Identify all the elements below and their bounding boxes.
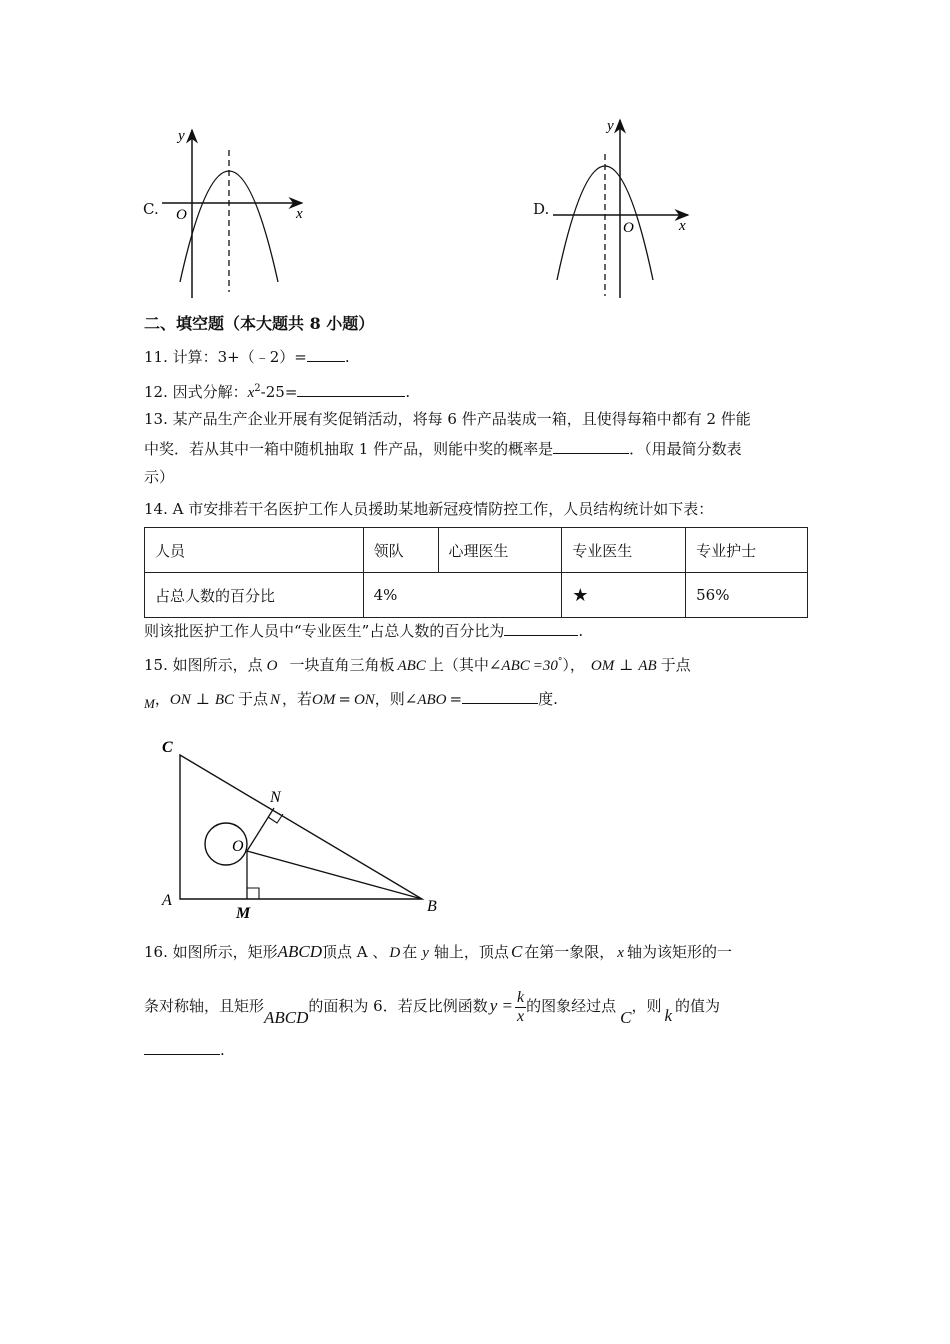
q15-text: 一块直角三角板 xyxy=(289,656,395,674)
q15-line1 xyxy=(144,652,691,676)
q12-end: . xyxy=(405,383,411,401)
q15-point-m: M xyxy=(144,696,155,711)
q16-c: C xyxy=(620,1008,632,1027)
q15-om: OM xyxy=(590,658,615,674)
q15-line2 xyxy=(144,689,558,710)
q16-line3 xyxy=(144,1040,225,1060)
q14-answer-blank[interactable] xyxy=(504,621,578,636)
fraction-numerator: k xyxy=(517,988,525,1006)
q15-point-n: N xyxy=(270,692,281,708)
q13-line1: 13. 某产品生产企业开展有奖促销活动，将每 6 件产品装成一箱，且使得每箱中都有 2 件能 xyxy=(144,410,751,428)
fraction-denominator: x xyxy=(517,1007,525,1025)
q16-text: 16. 如图所示，矩形 xyxy=(144,943,278,961)
q11-end: . xyxy=(344,348,350,366)
q13-line2a: 中奖．若从其中一箱中随机抽取 1 件产品，则能中奖的概率是 xyxy=(144,440,554,458)
q15-text: ，若 xyxy=(282,690,313,708)
q15-text: 15. 如图所示，点 xyxy=(144,656,263,674)
q15-eq: = xyxy=(338,690,351,708)
q16-text: 在 xyxy=(402,943,418,961)
q14-intro: 14. A 市安排若干名医护工作人员援助某地新冠疫情防控工作，人员结构统计如下表： xyxy=(144,500,714,518)
label-b: B xyxy=(427,898,437,915)
q16-abcd: ABCD xyxy=(277,942,323,961)
table-header-row xyxy=(145,528,808,573)
q14-after xyxy=(144,621,583,641)
label-o: O xyxy=(232,838,244,855)
q15-degree: ° xyxy=(557,657,563,667)
q12-sup: 2 xyxy=(254,383,261,394)
q15-text: ，则∠ xyxy=(374,690,418,708)
q16-d: D xyxy=(389,945,401,961)
q13-line2 xyxy=(144,439,742,459)
graph-d-parabola xyxy=(557,166,653,280)
graph-c xyxy=(150,120,320,305)
question-12 xyxy=(144,379,410,403)
table-cell: 领队 xyxy=(363,528,438,573)
q15-on: ON xyxy=(169,692,191,708)
graph-d-x-label: x xyxy=(679,218,686,234)
table-cell: 4% xyxy=(363,573,562,618)
q15-text: ）， xyxy=(562,656,585,674)
triangle-abc xyxy=(180,755,422,899)
graph-c-origin-label: O xyxy=(176,207,187,223)
q15-abo: ABO xyxy=(417,692,447,708)
q15-value: =30 xyxy=(532,658,558,674)
label-c: C xyxy=(162,739,173,756)
q15-angle: ABC xyxy=(501,658,530,674)
label-n: N xyxy=(270,789,281,806)
q15-ab: AB xyxy=(638,658,657,674)
graph-d xyxy=(545,112,695,304)
table-cell: 专业护士 xyxy=(686,528,808,573)
graph-c-y-label: y xyxy=(178,128,185,144)
q16-text: ，则 xyxy=(631,997,662,1015)
q15-text: 度. xyxy=(538,690,558,708)
q16-k: k xyxy=(664,1006,673,1025)
q14-after-b: . xyxy=(578,622,584,640)
q15-bc: BC xyxy=(214,692,234,708)
q16-x: x xyxy=(617,945,624,961)
q12-prefix: 12. 因式分解： xyxy=(144,383,248,401)
graph-d-origin-label: O xyxy=(623,220,634,236)
table-cell: 56% xyxy=(686,573,808,618)
label-a: A xyxy=(162,892,172,909)
graph-c-x-label: x xyxy=(296,206,303,222)
table-row xyxy=(145,573,808,618)
q16-text: 顶点 A 、 xyxy=(322,943,388,961)
table-cell: 占总人数的百分比 xyxy=(145,573,364,618)
table-cell: 人员 xyxy=(145,528,364,573)
q15-perp: ⊥ xyxy=(619,656,634,674)
q15-om: OM xyxy=(312,692,336,708)
q15-text: ， xyxy=(154,690,170,708)
table-cell: 心理医生 xyxy=(438,528,562,573)
q13-answer-blank[interactable] xyxy=(553,439,629,454)
q15-text: 于点 xyxy=(237,690,268,708)
graph-d-y-label: y xyxy=(607,118,614,134)
section-title: 二、填空题（本大题共 8 小题） xyxy=(144,314,375,333)
q16-text: 轴上，顶点 xyxy=(433,943,509,961)
staff-table xyxy=(144,527,808,618)
q16-text: 的面积为 6．若反比例函数 xyxy=(308,997,488,1015)
q11-answer-blank[interactable] xyxy=(307,347,345,362)
q12-var: x xyxy=(247,385,255,401)
q15-answer-blank[interactable] xyxy=(462,689,538,704)
q16-text: 的值为 xyxy=(675,997,721,1015)
q16-c: C xyxy=(510,942,523,961)
q16-text: 轴为该矩形的一 xyxy=(626,943,732,961)
q12-rest: -25= xyxy=(260,383,298,401)
q16-y: y xyxy=(422,945,429,961)
q15-text: 于点 xyxy=(660,656,691,674)
q13-line2b: ．（用最简分数表 xyxy=(629,440,742,458)
segment-on xyxy=(247,808,274,851)
q13-line3: 示） xyxy=(144,468,175,486)
option-c-label: C. xyxy=(143,200,159,218)
q15-perp: ⊥ xyxy=(195,690,210,708)
q16-line2 xyxy=(144,980,720,1032)
option-d-label: D. xyxy=(533,200,550,218)
q15-text: 上（其中∠ xyxy=(428,656,502,674)
q15-triangle: ABC xyxy=(397,658,426,674)
q12-answer-blank[interactable] xyxy=(297,382,405,397)
q16-fraction xyxy=(515,989,526,1026)
table-cell-star: ★ xyxy=(562,573,686,618)
segment-ob xyxy=(247,851,422,899)
question-11 xyxy=(144,347,350,367)
triangle-figure xyxy=(150,730,450,930)
label-m: M xyxy=(236,905,251,922)
q11-text: 11. 计算：3+（﹣2）= xyxy=(144,348,307,366)
table-cell: 专业医生 xyxy=(562,528,686,573)
q16-text: 条对称轴，且矩形 xyxy=(144,997,265,1015)
q16-abcd: ABCD xyxy=(264,1008,309,1027)
q16-end: . xyxy=(220,1041,225,1059)
q15-on: ON xyxy=(353,692,375,708)
q16-line1 xyxy=(144,942,732,963)
right-angle-m xyxy=(247,888,259,899)
q14-after-a: 则该批医护工作人员中“专业医生”占总人数的百分比为 xyxy=(144,622,505,640)
q16-y-eq: y = xyxy=(489,996,514,1015)
q15-point-o: O xyxy=(266,658,278,674)
q16-text: 的图象经过点 xyxy=(526,997,617,1015)
q16-text: 在第一象限， xyxy=(524,943,615,961)
q16-answer-blank[interactable] xyxy=(144,1040,220,1055)
q15-eq: = xyxy=(449,690,463,708)
